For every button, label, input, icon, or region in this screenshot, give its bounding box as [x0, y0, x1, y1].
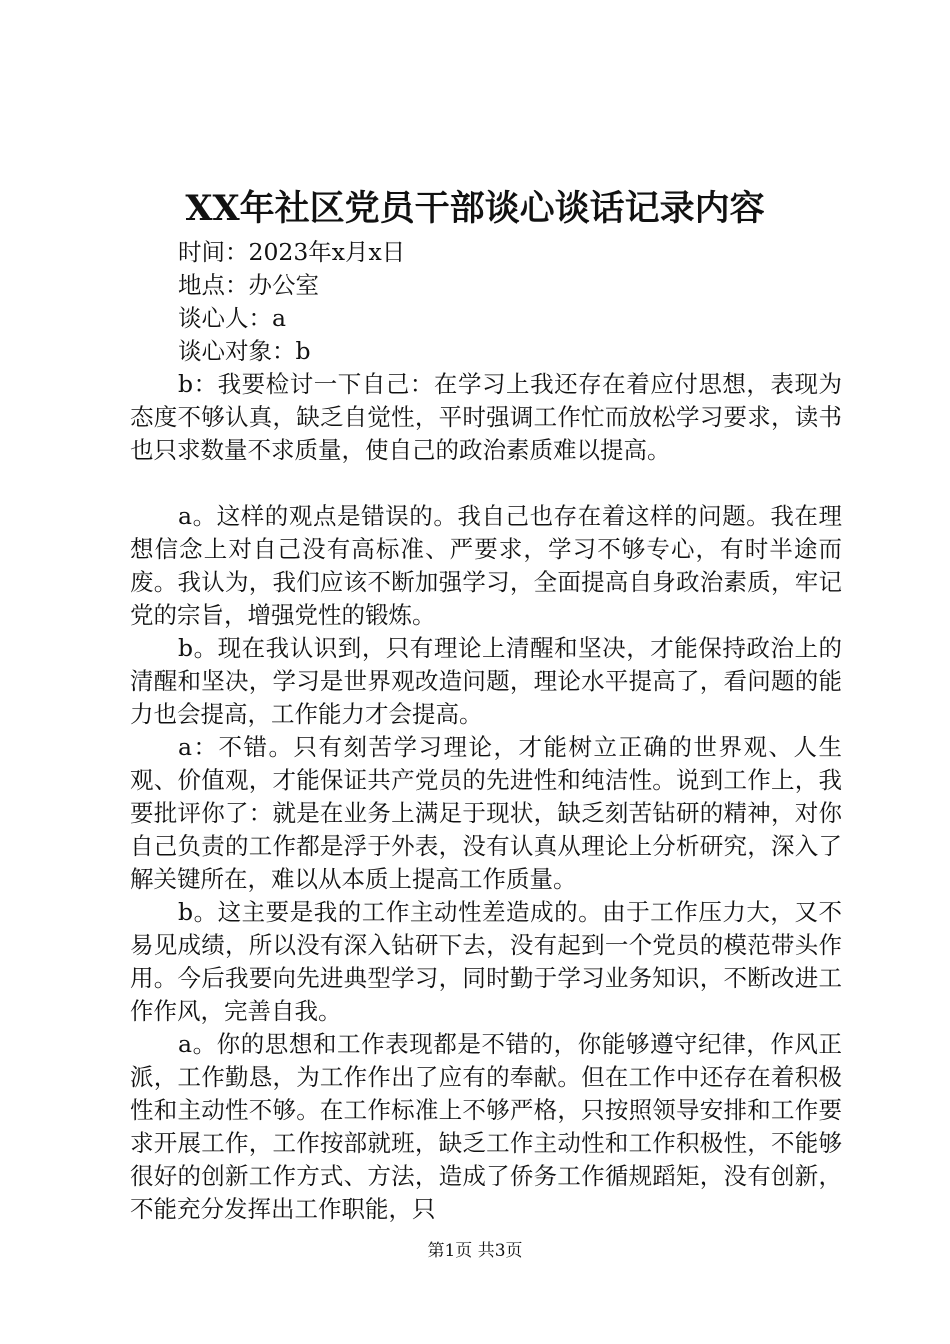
document-title: XX年社区党员干部谈心谈话记录内容	[185, 188, 765, 229]
document-body	[130, 236, 842, 1226]
paragraph: a。这样的观点是错误的。我自己也存在着这样的问题。我在理想信念上对自己没有高标准、严要求，学习不够专心，有时半途而废。我认为，我们应该不断加强学习，全面提高自身政治素质，牢记党的宗旨，增强党性的锻炼。	[130, 502, 842, 629]
meta-talker: 谈心人：a	[178, 304, 287, 332]
paragraph: a。你的思想和工作表现都是不错的，你能够遵守纪律，作风正派，工作勤恳，为工作作出了应有的奉献。但在工作中还存在着积极性和主动性不够。在工作标准上不够严格，只按照领导安排和工作要求开展工作，工作按部就班，缺乏工作主动性和工作积极性，不能够很好的创新工作方式、方法，造成了侨务工作循规蹈矩，没有创新，不能充分发挥出工作职能，只	[130, 1030, 842, 1223]
meta-target: 谈心对象：b	[178, 337, 311, 365]
page-footer: 第1页 共3页	[427, 1241, 523, 1261]
paragraph: b。现在我认识到，只有理论上清醒和坚决，才能保持政治上的清醒和坚决，学习是世界观改造问题，理论水平提高了，看问题的能力也会提高，工作能力才会提高。	[130, 634, 842, 728]
paragraph: b。这主要是我的工作主动性差造成的。由于工作压力大，又不易见成绩，所以没有深入钻研下去，没有起到一个党员的模范带头作用。今后我要向先进典型学习，同时勤于学习业务知识，不断改进工作作风，完善自我。	[130, 898, 842, 1025]
paragraph: b：我要检讨一下自己：在学习上我还存在着应付思想，表现为态度不够认真，缺乏自觉性，平时强调工作忙而放松学习要求，读书也只求数量不求质量，使自己的政治素质难以提高。	[130, 370, 842, 464]
meta-time: 时间：2023年x月x日	[178, 238, 406, 266]
paragraph: a：不错。只有刻苦学习理论，才能树立正确的世界观、人生观、价值观，才能保证共产党员的先进性和纯洁性。说到工作上，我要批评你了：就是在业务上满足于现状，缺乏刻苦钻研的精神，对你自己负责的工作都是浮于外表，没有认真从理论上分析研究，深入了解关键所在，难以从本质上提高工作质量。	[130, 733, 842, 893]
meta-place: 地点：办公室	[178, 271, 319, 299]
